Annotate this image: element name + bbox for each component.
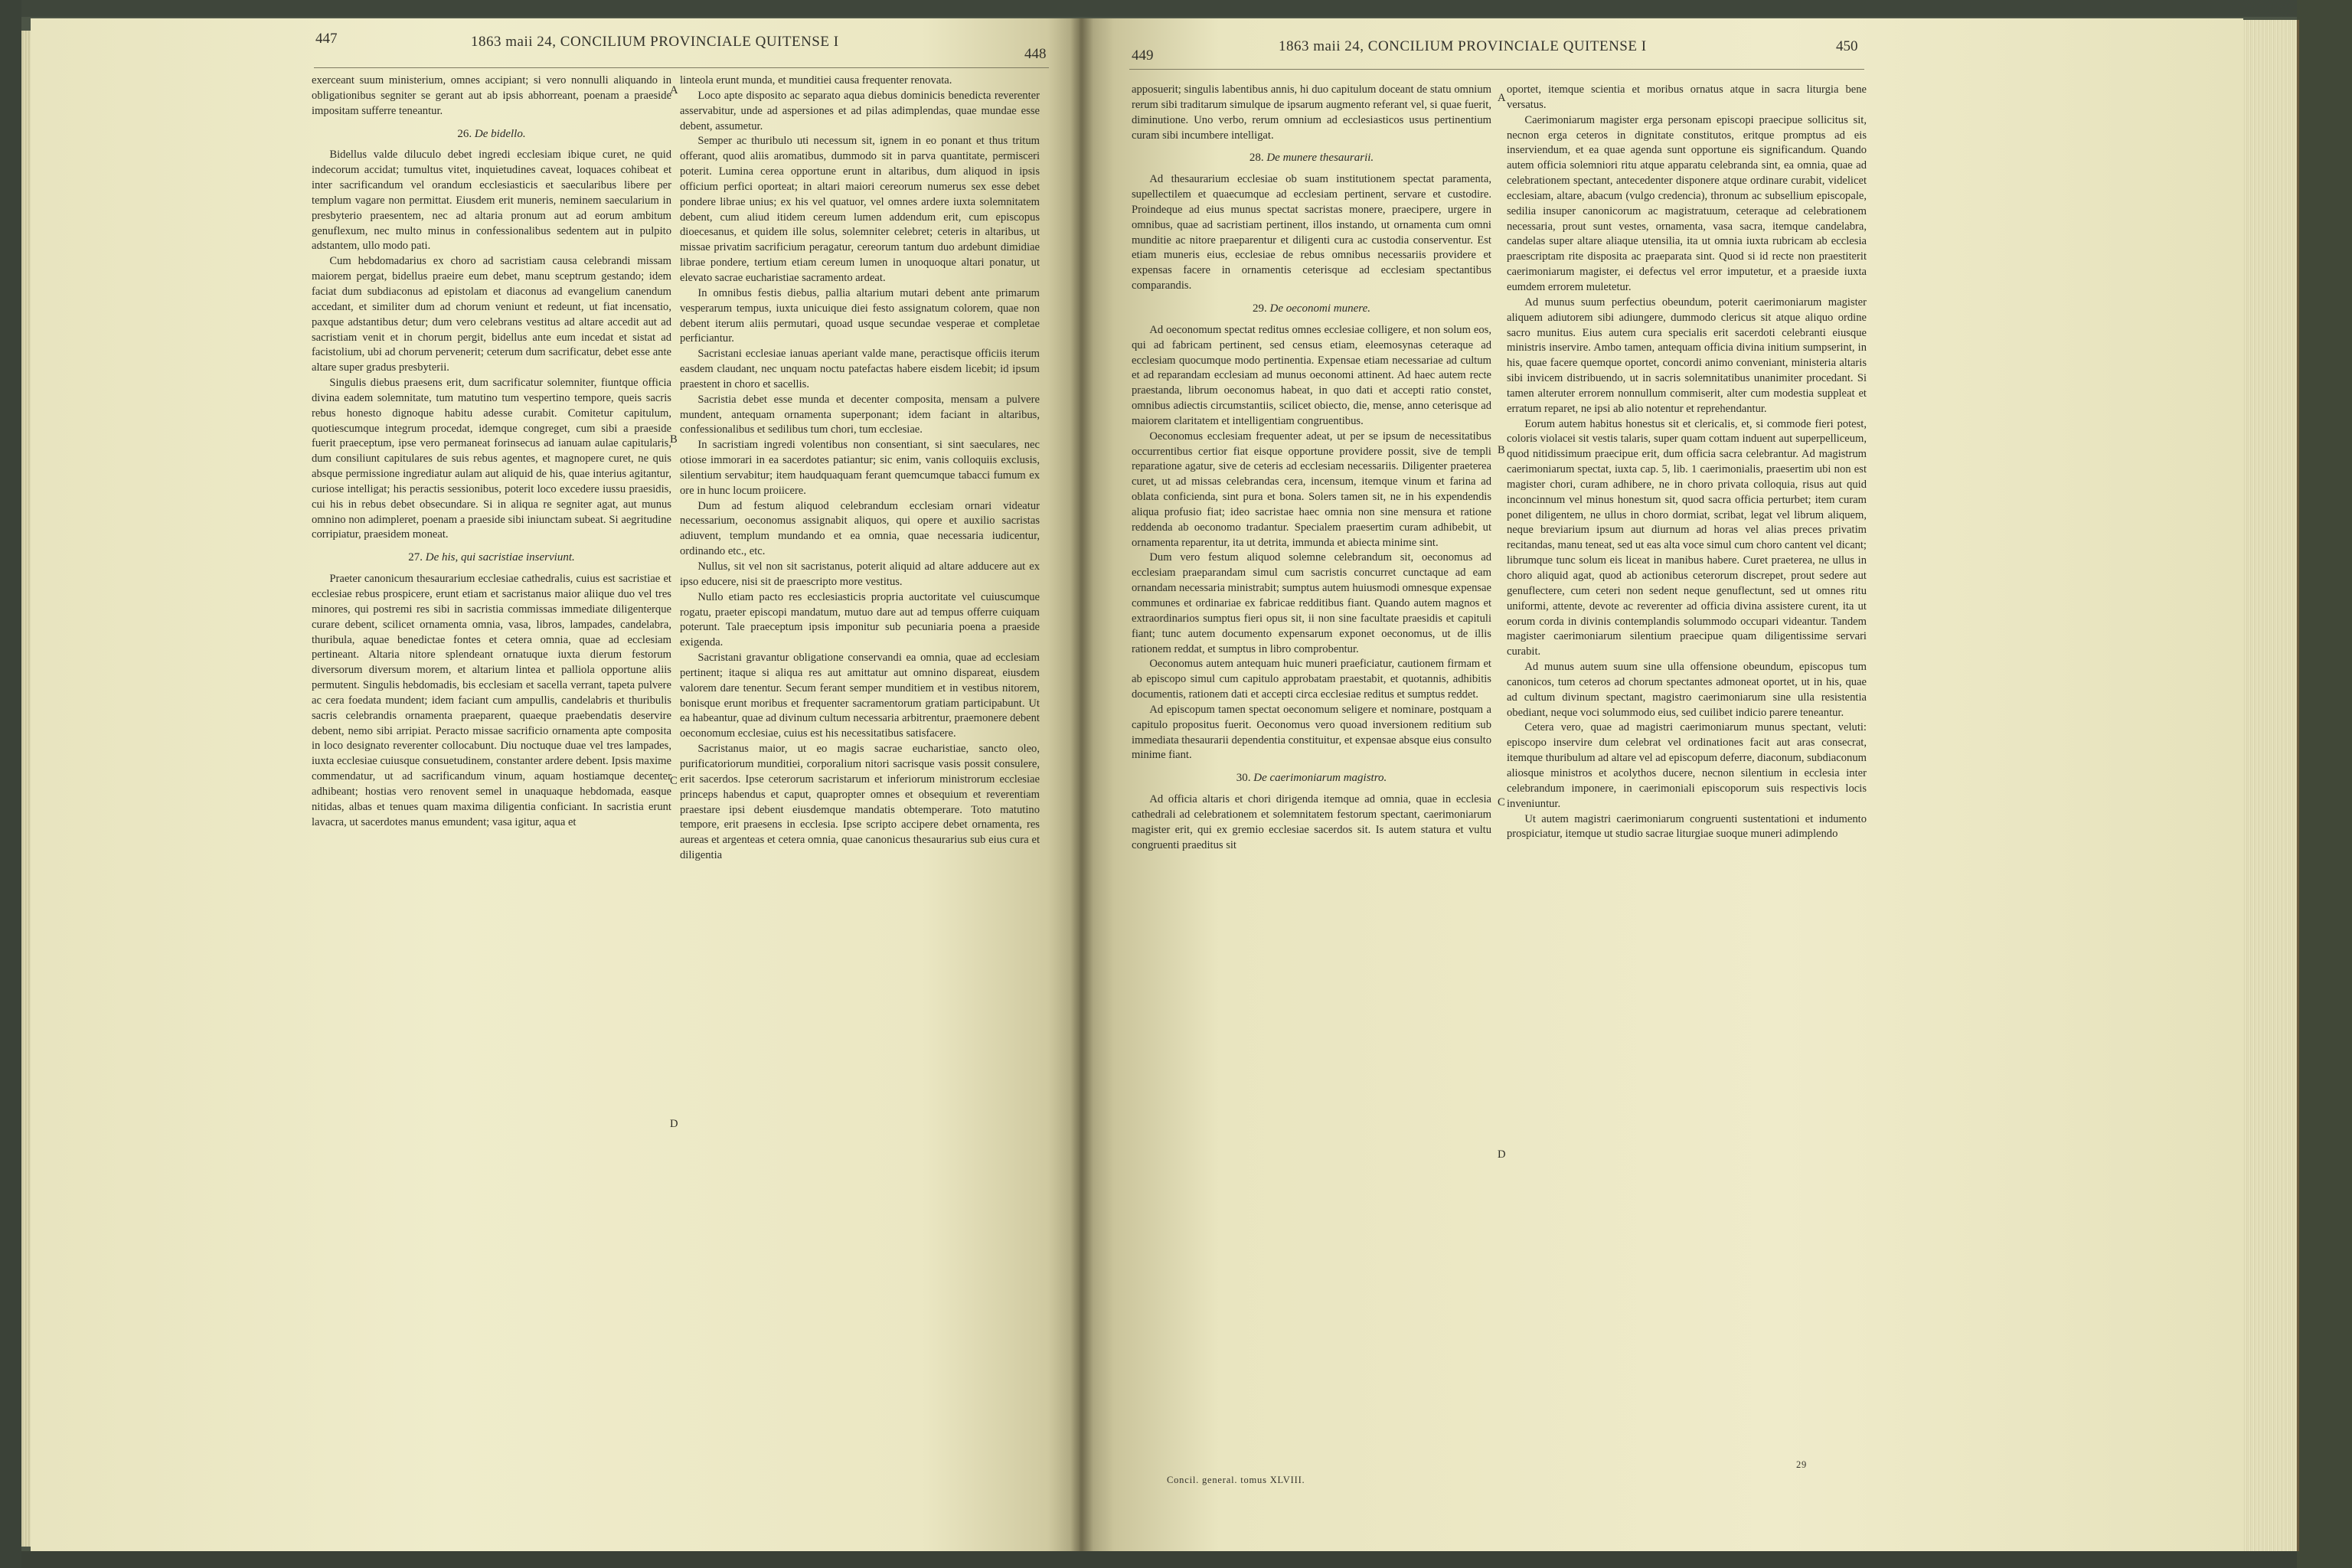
- margin-letter: C: [670, 775, 678, 787]
- paragraph: Eorum autem habitus honestus sit et clericalis, et, si commode fieri potest, coloris violacei sit vestis talaris, super quam cottam induent aut superpelliceum, quod nitidissimum praecipue erit, dum officia sacra celebrantur. Ad magistrum caerimoniarum spectat, iuxta cap. 5, lib. 1 caerimonialis, praesertim ubi non est magister chori, curam adhibere, ne in choro privata colloquia, risus aut quid inconcinnum vel minus honestum sit, quod sacra officia perturbet; item curam ponet diligentem, ne ullus in choro dormiat, scribat, legat vel librum aliquem, neque breviarium ipsum aut diurnum ad horas vel alias preces privatim recitandas, manu teneat, sed ut eas alta voce simul cum choro cantent vel dicant; librumque tunc solum eis liceat in manibus habere. Curet praeterea, ne ullus in choro aliquid agat, quod ab actionibus ceterorum discrepet, prout sedere aut genuflectere, cum ceteri non sedent neque genuflectunt, sed ut omnes ritu uniformi, attente, devote ac reverenter ad officia divina assistere curent, ita ut eorum corda in divinis contemplandis solummodo occupari videantur. Tandem magister caerimoniarum silentium praecipue quam diligentissime servari curabit.: [1507, 417, 1867, 658]
- paragraph: Ad thesaurarium ecclesiae ob suam institutionem spectat paramenta, supellectilem et quaecumque ad ecclesiam pertinent, servare et custodire. Proindeque ad eius munus spectat sacristas monere, praecipere, urgere in omnibus, quae ad sacristiam pertinent, illos instando, ut ornamenta cum omni munditie ac nitore praeparentur et diligenti cura ac custodia conserventur. Est etiam muneris eius, ecclesiae de rebus omnibus necessariis providere et expensas facere in ornamentis ceterisque ad ecclesiam spectantibus comparandis.: [1132, 173, 1491, 292]
- signature-number: 29: [1796, 1459, 1808, 1470]
- paragraph: Sacristani ecclesiae ianuas aperiant valde mane, peractisque officiis iterum easdem claudant, nec unquam noctu patefactas habere eisdem licebit; id ipsum praestent in choro et sacellis.: [680, 348, 1040, 390]
- paragraph: Sacristia debet esse munda et decenter composita, mensam a pulvere mundent, antequam ornamenta superponant; idem faciant in altaribus, confessionalibus et sedilibus tum chori, tum ecclesiae.: [680, 393, 1040, 436]
- paragraph: In omnibus festis diebus, pallia altarium mutari debent ante primarum vesperarum tempus, iuxta unicuique diei festo assignatum colorem, quae non debent iterum aliis permutari, quoad usque secundae vesperae et completae perficiantur.: [680, 286, 1040, 345]
- section-number: 28.: [1249, 152, 1264, 165]
- section-number: 30.: [1236, 772, 1251, 785]
- right-page-number-outer: 450: [1836, 38, 1858, 54]
- paragraph: In sacristiam ingredi volentibus non consentiant, si sint saeculares, nec otiose immorari in ea sacerdotes patiantur; sic enim, vanis colloquiis exclusis, silentium servabitur; item haudquaquam ferant quemcumque tabacci fumum ex ore in hunc locum proiicere.: [680, 439, 1040, 497]
- paragraph: Caerimoniarum magister erga personam episcopi praecipue sollicitus sit, necnon erga ceteros in dignitate constitutos, eritque promptus ad eis inserviendum, et ea quae agenda sunt opportune eis significandum. Quando autem officia solemniori ritu atque apparatu celebranda sint, ea omnia, quae ad celebrationem spectant, antecedenter disponere atque ordinare curabit, videlicet ecclesiam, altare, abacum (vulgo credencia), thronum ac subsellium episcopale, sedilia insuper canonicorum ac magistratuum, ceteraque ad celebrationem necessaria, prout sunt vestes, ornamenta, vasa sacra, itemque candelabra, candelas super altare aliaque utensilia, ita ut omnia iuxta rubricam ab ecclesia praescriptam rite disposita ac praeparata sint. Quod si id recte non praestiterit caerimoniarum magister, ei defectus vel error imputetur, et a praeside iuxta eumdem errorem muletetur.: [1507, 113, 1867, 293]
- paragraph: Sacristani gravantur obligatione conservandi ea omnia, quae ad ecclesiam pertinent; itaque si aliqua res aut amittatur aut omnino dispareat, eiusdem valorem dare tenentur. Secum ferant semper munditiem et in vestibus nitorem, bonisque erunt moribus et frequenter sacramentorum gratiam participabunt. Ut ea habeantur, quae ad divinum cultum necessaria arbitrentur, praemonere debent oeconomum ecclesiae, cuius est his necessitatibus satisfacere.: [680, 652, 1040, 740]
- paragraph: Cum hebdomadarius ex choro ad sacristiam causa celebrandi missam maiorem pergat, bidellus praeire eum debet, manu sceptrum gestando; idem faciat dum subdiaconus ad epistolam et diaconus ad evangelium canendum accedant, et similiter dum ad chorum veniunt et redeunt, ut fiat incensatio, paxque adstantibus detur; dum vero celebrans vestitus ad altare accedit aut ad sacristiam venit et in chorum pergit, bidellus ante eum incedat et sistat ad facistolium, ubi ad chorum pervenerit; ceterum dum sacrificatur, debet esse ante altare super gradus presbyterii.: [312, 255, 671, 374]
- section-title: De bidello.: [474, 127, 526, 140]
- section-heading: [1132, 302, 1491, 317]
- paragraph: Cetera vero, quae ad magistri caerimoniarum munus spectant, veluti: episcopo inservire dum celebrat vel ordinationes facit aut aras consecrat, itemque thuribulum ad altare vel ad episcopum deferre, diaconum, subdiaconum aliosque ministros et acolythos ducere, necnon silentium in ecclesia inter celebrandum imponere, in caerimoniali episcoporum suis respectivis locis inveniuntur.: [1507, 721, 1867, 810]
- section-heading: [312, 127, 671, 142]
- paragraph: Praeter canonicum thesaurarium ecclesiae cathedralis, cuius est sacristiae et ecclesiae rebus prospicere, erunt etiam et sacristanus maior aliique duo vel tres minores, qui postremi res sibi in sacristia commissas immediate diligenterque curare debent, scilicet ornamenta omnia, vasa, libros, lampades, candelabra, thuribula, aquae benedictae fontes et cetera omnia, quae ad ecclesiam pertineant. Altaria nitore splendeant ornatuque iuxta dierum festorum diversorum diversum morem, et altarium lintea et palliola opportune aliis permutent. Singulis hebdomadis, bis ecclesiam et sacella verrant, tapeta pulvere ac cera foedata mundent; idem faciant cum ampullis, candelabris et thuribulis sacris celebrandis ornamenta praeparent, quaeque praebendatis deservire debent, nemo sibi arripiat. Peracto missae sacrificio ornamenta apte composita in loco designato reverenter collocabunt. Diu noctuque duae vel tres lampades, iuxta ecclesiae cuiusque consuetudinem, constanter ardere debent. Ipsis maxime commendatur, ut ad sacrificandum vinum, aquam hostiamque decenter adhibeant; hostias vero renovent semel in unaquaque hebdomada, easque nitidas, albas et tenues quam maxima diligentia conficiant. In sacristia erunt lavacra, ut sacerdotes manus emundent; vasa igitur, aqua et: [312, 573, 671, 828]
- background-top: [0, 0, 2352, 17]
- margin-letter: B: [1498, 444, 1505, 456]
- paragraph: Dum vero festum aliquod solemne celebrandum sit, oeconomus ad ecclesiam praeparandam simul cum sacristis concurret cunctaque ad eam ornandam necessaria ministrabit; sumptus autem huiusmodi omnesque expensae communes et ordinariae ex fabricae redditibus fiant. Quando autem magnos et extraordinarios sumptus fieri opus sit, ii non sine facultate praesidis et capituli fiant; tunc autem documento expensarum exponet oeconomus, ut de illis rationem reddat, et sumptus in libro comprobentur.: [1132, 551, 1491, 655]
- section-title: De his, qui sacristiae inserviunt.: [425, 551, 575, 564]
- left-page-number-inner: 448: [1024, 46, 1047, 62]
- section-heading: [1132, 771, 1491, 786]
- background-left: [0, 0, 21, 1568]
- paragraph: Bidellus valde diluculo debet ingredi ecclesiam ibique curet, ne quid indecorum accidat; tumultus vitet, inquietudines caveat, loquaces cohibeat et inter sacrificandum vel orandum ecclesiasticis et saecularibus libere per templum vagare non permittat. Eiusdem erit muneris, neminem saecularium in presbyterio praesentem, nec ad altaria pronum aut ad eorum ambitum genuflexum, nec multo minus in confessionalibus sedentem aut in pulpito adstantem, ullo modo pati.: [312, 149, 671, 253]
- paragraph: Dum ad festum aliquod celebrandum ecclesiam ornari videatur necessarium, oeconomus assignabit aliquos, qui opere et auxilio sacristas adiuvent, templum mundando et ea omnia, quae necessaria iudicentur, ordinando etc., etc.: [680, 499, 1040, 558]
- section-heading: [1132, 151, 1491, 166]
- right-page-number-inner: 449: [1132, 47, 1154, 64]
- left-page-column-2: [680, 74, 1040, 864]
- paragraph: Loco apte disposito ac separato aqua diebus dominicis benedicta reverenter asservabitur, unde ad aspersiones et ad pilas adimplendas, quae mundae esse debent, assumetur.: [680, 89, 1040, 132]
- paragraph: Ad officia altaris et chori dirigenda itemque ad omnia, quae in ecclesia cathedrali ad celebrationem et solemnitatem festorum spectant, caerimoniarum magister erit, qui ex gremio ecclesiae sacerdos sit. Is autem statura et vultu congruenti praeditus sit: [1132, 793, 1491, 851]
- paragraph: Semper ac thuribulo uti necessum sit, ignem in eo ponant et thus tritum offerant, quod aliis aromatibus, dummodo sit in parva quantitate, permisceri poterit. Lumina cerea opportune erunt in altaribus, dum aliquod in ipsis officium perfici oporteat; in altari maiori cereorum numerus sex esse debet pondere librae unius; ex his vel quatuor, vel omnes ardere iuxta solemnitatem debent, cum aliud itidem cereum lumen addendum erit, cum episcopus dioecesanus, et quidem ille solus, solemniter celebret; ceteris in altaribus, ut missae privatim sacrificium peragatur, cereorum tantum duo ardebunt dimidiae librae pondere, tertium etiam cereum lumen in unoquoque altari ponatur, ut elevato sacrae eucharistiae sacramento ardeat.: [680, 135, 1040, 284]
- paragraph: apposuerit; singulis labentibus annis, hi duo capitulum doceant de statu omnium rerum sibi traditarum simulque de ipsarum augmento referant vel, si quae fuerit, diminutione. Uno verbo, rerum omnium ad ecclesiasticos usus pertinentium curam sibi incumbere intelligat.: [1132, 83, 1491, 142]
- paragraph: Singulis diebus praesens erit, dum sacrificatur solemniter, fiuntque officia divina eadem solemnitate, tum matutino tum vespertino tempore, queis sacris rebus honesto dignoque habitu adesse curabit. Comitetur capitulum, quotiescumque integrum procedat, idemque congreget, cum sibi a praeside fuerit praeceptum, ipse vero permaneat forinsecus ad ianuam aulae capitularis, dum consiliunt capitulares de suis rebus agentes, et magnopere curet, ne quis absque permissione ingrediatur aulam aut aliquid de his, quae interius agitantur, curiose intelligat; his peractis sessionibus, poterit loco excedere iussu praesidis, cui his in rebus debet obsecundare. Si in aliqua re segniter agat, aut munus omnino non adimpleret, poenam a praeside sibi iniunctam subeat. Si aegritudine corripiatur, praesidem moneat.: [312, 377, 671, 541]
- left-header-rule: [314, 67, 1049, 68]
- paragraph: Nullo etiam pacto res ecclesiasticis propria auctoritate vel cuiuscumque rogatu, praeter episcopi mandatum, mutuo dare aut ad tempus offerre cuiquam poterunt. Tale praeceptum ipsis imponitur sub pecuniaria poena a praeside exigenda.: [680, 590, 1040, 649]
- paragraph: Ad episcopum tamen spectat oeconomum seligere et nominare, postquam a capitulo propositus fuerit. Oeconomus vero quoad inversionem reditium sub immediata thesaurarii dependentia constituitur, et expensae absque eius consulto minime fiant.: [1132, 703, 1491, 762]
- paragraph: oportet, itemque scientia et moribus ornatus atque in sacra liturgia bene versatus.: [1507, 83, 1867, 111]
- paragraph: exerceant suum ministerium, omnes accipiant; si vero nonnulli aliquando in obligationibus segniter se gerant aut ab ipsis abhorreant, poenam a praeside impositam sufferre teneantur.: [312, 74, 671, 117]
- paragraph: Ut autem magistri caerimoniarum congruenti sustentationi et indumento prospiciatur, itemque ut studio sacrae liturgiae suoque muneri adimplendo: [1507, 812, 1867, 841]
- paragraph: Oeconomus autem antequam huic muneri praeficiatur, cautionem firmam et ab episcopo simul cum capitulo approbatam praestabit, et quotannis, adhibitis documentis, rationem dati et accepti circa ecclesiae reditus et sumptus reddet.: [1132, 658, 1491, 701]
- margin-letter: A: [670, 84, 678, 96]
- paragraph: Oeconomus ecclesiam frequenter adeat, ut per se ipsum de necessitatibus occurrentibus certior fiat eisque opportune providere possit, sive de templi reparatione agatur, sive de ceteris ad ecclesiam necessariis. Diligenter praeterea curet, ut ad missas celebrandas cera, incensum, itemque vinum et farina ad oblata conficienda, sint pura et bona. Solers tamen sit, ne in his expendendis aliqua profusio fiat; ideo sacristae haec omnia non sine mensura et ratione reddenda ab oeconomo tradantur. Specialem praesertim curam adhibebit, ut ornamenta reparentur, ita ut detrita, immunda et abiecta minime sint.: [1132, 430, 1491, 549]
- section-title: De oeconomi munere.: [1269, 302, 1370, 315]
- gutter-shadow: [1070, 18, 1093, 1551]
- signature-footer: Concil. general. tomus XLVIII.: [1167, 1475, 1305, 1485]
- section-number: 26.: [457, 127, 472, 140]
- background-right: [2297, 0, 2352, 1568]
- background-bottom: [0, 1551, 2352, 1568]
- page-edges-left: [21, 31, 31, 1547]
- page-edges-right: [2243, 20, 2299, 1551]
- margin-letter: C: [1498, 796, 1505, 808]
- paragraph: Nullus, sit vel non sit sacristanus, poterit aliquid ad altare adducere aut ex ipso educere, nisi sit de praescripto more vestitus.: [680, 560, 1040, 588]
- paragraph: Ad munus autem suum sine ulla offensione obeundum, episcopus tum canonicos, tum ceteros ad chorum spectantes admoneat oportet, ut in his, quae ad cultum divinum spectant, magistro caerimoniarum sine ulla resistentia obediant, neque voci solummodo eius, sed cuilibet indicio parere teneantur.: [1507, 661, 1867, 719]
- paragraph: Sacristanus maior, ut eo magis sacrae eucharistiae, sancto oleo, purificatoriorum munditiei, corporalium nitori sacrisque vasis possit consulere, erit sacerdos. Ipse ceterorum sacristarum et inferiorum ministrorum ecclesiae princeps habendus et caput, quapropter omnes et obsequium et reverentiam praestare ipsi debent eiusdemque mandatis obtemperare. Toto matutino tempore, erit praesens in ecclesia. Ipse scripto accipere debet ornamenta, res aureas et argenteas et cetera omnia, quae canonicus thesaurarius sub eius cura et diligentia: [680, 743, 1040, 862]
- right-page-column-2: [1507, 83, 1867, 842]
- section-heading: [312, 550, 671, 566]
- paragraph: Ad oeconomum spectat reditus omnes ecclesiae colligere, et non solum eos, qui ad fabricam pertinent, sed census etiam, eleemosynas ceteraque ad ecclesiam quocumque modo pertinentia. Expensae etiam necessariae ad cultum et ad reparandam ecclesiam ad munus oeconomi attinent. Ad haec autem recte praestanda, librum oeconomus habeat, in quo dati et accepti ratio constet, omnibus adiectis circumstantiis, scilicet obiecto, die, mense, anno ceterisque ad maiorem claritatem et intelligentiam congruentibus.: [1132, 323, 1491, 427]
- section-title: De caerimoniarum magistro.: [1253, 772, 1387, 785]
- margin-letter: B: [670, 433, 678, 446]
- right-page-column-1: [1132, 83, 1491, 854]
- left-running-head: 1863 maii 24, CONCILIUM PROVINCIALE QUITENSE I: [471, 34, 839, 50]
- right-running-head: 1863 maii 24, CONCILIUM PROVINCIALE QUITENSE I: [1279, 38, 1647, 54]
- margin-letter: D: [670, 1118, 678, 1130]
- paragraph: linteola erunt munda, et munditiei causa frequenter renovata.: [680, 74, 952, 87]
- section-number: 27.: [408, 551, 423, 564]
- right-header-rule: [1129, 69, 1864, 70]
- paragraph: Ad munus suum perfectius obeundum, poterit caerimoniarum magister aliquem adiutorem sibi adiungere, dummodo clericus sit atque aliquo ordine sacro munitus. Eius autem cura specialis erit sacerdoti celebranti eiusque ministris inservire. Ambo tamen, antequam officia divina initium sumpserint, in his, quae facere quemque oportet, concordi animo conveniant, ministeria altaris sibi invicem distribuendo, ut in sacris solemnitatibus unanimiter procedant. Si tamen alteruter errorem nonnullum commiserit, alter cum modestia suppleat et erratum reparet, ne ipsi ab alio notentur et reprehendantur.: [1507, 296, 1867, 415]
- left-page-number-outer: 447: [315, 31, 338, 47]
- margin-letter: A: [1498, 92, 1506, 104]
- section-title: De munere thesaurarii.: [1266, 152, 1374, 165]
- section-number: 29.: [1253, 302, 1267, 315]
- left-page-column-1: [312, 74, 671, 831]
- margin-letter: D: [1498, 1148, 1506, 1161]
